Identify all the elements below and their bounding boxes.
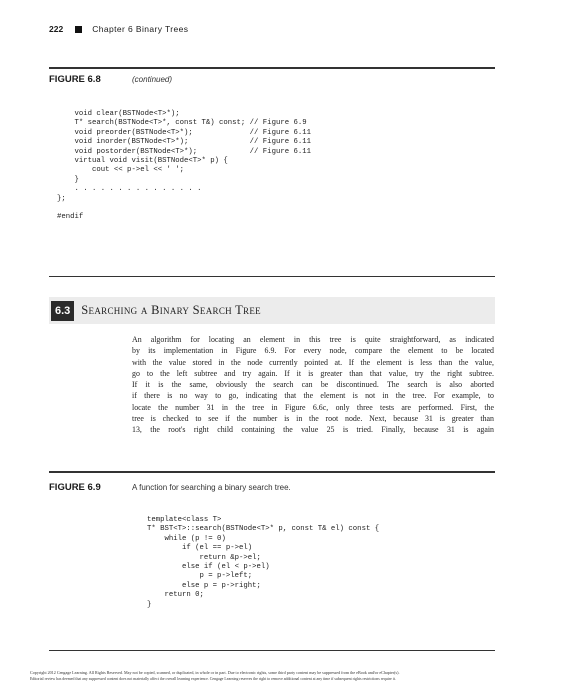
figure-6-8-code-line: T* search(BSTNode<T>*, const T&) const; // Figure 6.9 <box>74 119 307 128</box>
chapter-title: Chapter 6 Binary Trees <box>92 24 189 34</box>
figure-6-9-code-line: else p = p->right; <box>182 581 261 590</box>
section-title: Searching a Binary Search Tree <box>81 303 261 317</box>
figure-6-8-code-line: }; <box>57 194 66 203</box>
figure-6-9-code-line: p = p->left; <box>199 572 253 581</box>
figure-6-8-code <box>57 110 311 223</box>
body-line: if there is no way to go, indicating that the element is not in the tree. For example, to <box>132 391 494 401</box>
figure-6-8-bottom-rule <box>49 276 495 277</box>
figure-6-8-code-line: void preorder(BSTNode<T>*); // Figure 6.11 <box>74 128 311 137</box>
figure-6-8-code-line: } <box>74 175 79 184</box>
body-line: 13, the root's right child containing the value 25 is tried. Finally, because 31 is again <box>132 425 494 435</box>
body-line: If it is the same, obviously the search can be discontinued. The search is also aborted <box>132 380 494 390</box>
figure-6-9-label: FIGURE 6.9 <box>49 482 101 493</box>
body-line: by its implementation in Figure 6.9. For every node, compare the element to be located <box>132 346 494 356</box>
figure-6-8-code-line: virtual void visit(BSTNode<T>* p) { <box>74 157 228 166</box>
figure-6-9-code-line: return &p->el; <box>199 553 261 562</box>
figure-6-9-code-line: template<class T> <box>147 516 222 524</box>
section-heading <box>49 297 495 324</box>
copyright-line-2: Editorial review has deemed that any suppressed content does not materially affect the overall learning experience. Cengage Learning reserves the right to remove additional content at any time if subsequent rights restrictions require it. <box>30 677 396 681</box>
figure-6-8-code-line: void inorder(BSTNode<T>*); // Figure 6.11 <box>74 138 311 147</box>
figure-6-9-code-line: } <box>147 600 152 609</box>
body-line: locate the number 31 in the tree in Figure 6.6c, only three tests are performed. First, the <box>132 402 494 412</box>
figure-6-8-code-line: void postorder(BSTNode<T>*); // Figure 6.11 <box>74 147 311 156</box>
section-number: 6.3 <box>51 301 74 321</box>
figure-6-9-bottom-rule <box>49 650 495 651</box>
body-line: go to the left subtree and try again. If it is greater than that value, try the right subtree. <box>132 368 494 378</box>
figure-6-8-code-line: . . . . . . . . . . . . . . . <box>74 185 202 194</box>
figure-6-9-code-line: else if (el < p->el) <box>182 563 270 572</box>
figure-6-8-code-line: #endif <box>57 213 84 222</box>
figure-6-8-code-line: void clear(BSTNode<T>*); <box>74 110 180 118</box>
copyright-line-1: Copyright 2012 Cengage Learning. All Rights Reserved. May not be copied, scanned, or duplicated, in whole or in part. Due to electronic rights, some third party content may be suppressed from the eBook and/or eChapter(s). <box>30 670 400 675</box>
figure-6-8-code-line: cout << p->el << ' '; <box>92 166 184 175</box>
figure-6-9-caption: A function for searching a binary search tree. <box>132 483 291 492</box>
running-head <box>49 24 188 34</box>
figure-6-8-caption: (continued) <box>132 75 173 84</box>
figure-6-9-code-line: return 0; <box>164 591 204 600</box>
figure-6-9-top-rule <box>49 471 495 473</box>
body-line: tree is checked to see if the number is in the root node. Next, because 31 is greater than <box>132 414 494 424</box>
figure-6-9-code-line: if (el == p->el) <box>182 544 253 553</box>
figure-6-8-top-rule <box>49 67 495 69</box>
figure-6-8-label: FIGURE 6.8 <box>49 74 101 85</box>
figure-6-9-header <box>49 482 291 493</box>
figure-6-9-code-line: while (p != 0) <box>164 534 226 543</box>
figure-6-9-code <box>147 516 379 610</box>
figure-6-8-header <box>49 74 172 85</box>
page-number: 222 <box>49 24 64 34</box>
body-paragraph <box>132 334 494 436</box>
square-bullet-icon <box>75 26 82 33</box>
figure-6-9-code-line: T* BST<T>::search(BSTNode<T>* p, const T& el) const { <box>147 525 380 534</box>
body-line: An algorithm for locating an element in this tree is quite straightforward, as indicated <box>132 335 494 344</box>
body-line: with the value stored in the node currently pointed at. If the element is less than the value, <box>132 357 494 367</box>
